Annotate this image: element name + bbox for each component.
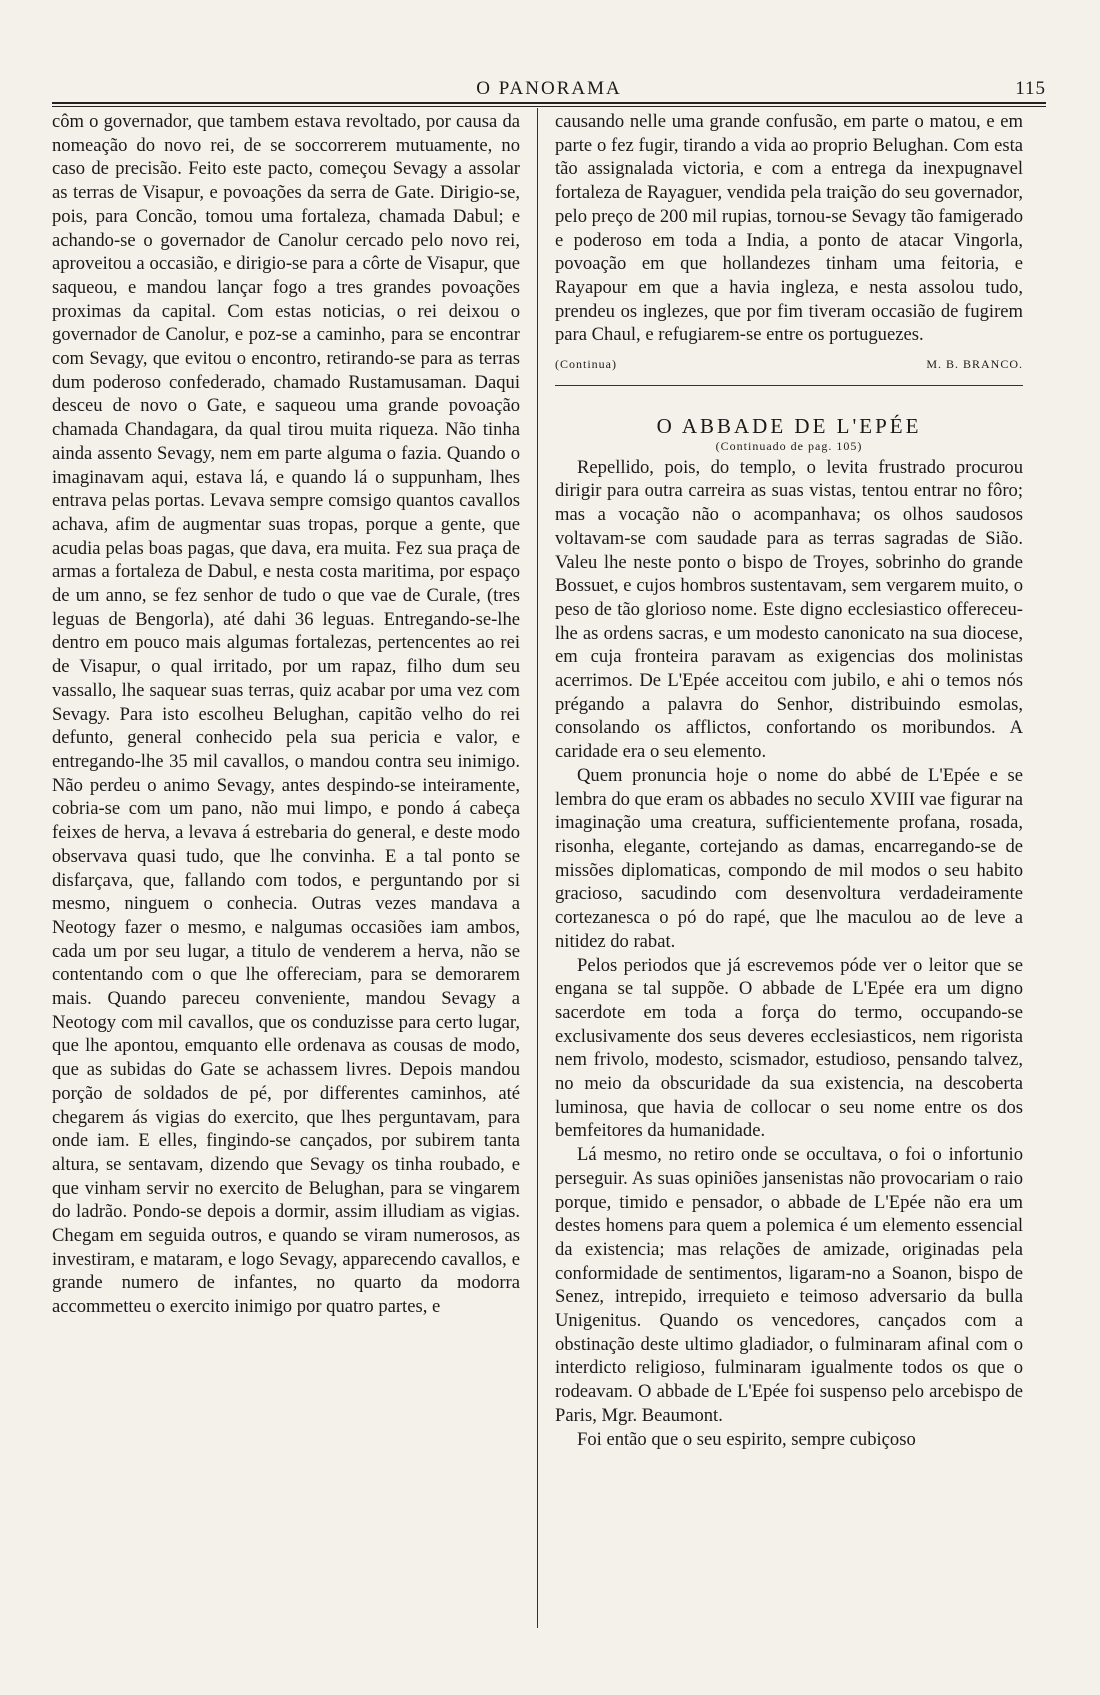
continua-note: (Continua) bbox=[555, 357, 617, 372]
page-number: 115 bbox=[1015, 78, 1046, 99]
article-subtitle: (Continuado de pag. 105) bbox=[715, 438, 863, 453]
article-paragraph: Repellido, pois, do templo, o levita frustrado procurou dirigir para outra carreira as suas vistas, tentou entrar no fôro; mas a vocação não o acompanhava; os olhos saudosos voltavam-se com saudade para as terras sagradas de Sião. Valeu lhe neste ponto o bispo de Troyes, sobrinho do grande Bossuet, e cujos hombros sustentavam, sem vergarem muito, o peso de tão glorioso nome. Este digno ecclesiastico offereceu-lhe as ordens sacras, e um modesto canonicato na sua diocese, em cuja fronteira paravam as exigencias dos molinistas acerrimos. De L'Epée acceitou com jubilo, e ahi o temos nós prégando a palavra do Senhor, distribuindo esmolas, consolando os afflictos, confortando os moribundos. A caridade era o seu elemento. bbox=[555, 456, 1023, 763]
article-paragraph: Lá mesmo, no retiro onde se occultava, o foi o infortunio perseguir. As suas opiniões jansenistas não provocariam o raio porque, timido e pensador, o abbade de L'Epée não era um destes homens para quem a polemica é um elemento essencial da existencia; mas relações de amizade, originadas pela conformidade de sentimentos, ligaram-no a Soanon, bispo de Senez, intrepido, irrequieto e teimoso adversario da bulla Unigenitus. Quando os vencedores, cançados com a obstinação deste ultimo gladiador, o fulminaram afinal com o interdicto religioso, fulminaram igualmente todos os que o rodeavam. O abbade de L'Epée foi suspenso pelo arcebispo de Paris, Mgr. Beaumont. bbox=[555, 1144, 1023, 1426]
header-rule bbox=[52, 102, 1046, 104]
article-paragraph: Quem pronuncia hoje o nome do abbé de L'Epée e se lembra do que eram os abbades no seculo XVIII vae figurar na imaginação uma creatura, sufficientemente profana, rosada, risonha, elegante, cortejando as damas, encarregando-se de missões diplomaticas, compondo de mil modos o seu habito gracioso, sacudindo com desenvoltura verdadeiramente cortezanesca o pó do rapé, que lhe maculou ao de leve a nitidez do rabat. bbox=[555, 764, 1023, 952]
left-column bbox=[52, 110, 520, 1319]
header-rule-thin bbox=[52, 106, 1046, 107]
continued-article-text: causando nelle uma grande confusão, em parte o matou, e em parte o fez fugir, tirando a vida ao proprio Belughan. Com esta tão assignalada victoria, e com a entrega da inexpugnavel fortaleza de Rayaguer, vendida pela traição do seu governador, pelo preço de 200 mil rupias, tornou-se Sevagy tão famigerado e poderoso em toda a India, a ponto de atacar Vingorla, povoação em que hollandezes tinham uma feitoria, e Rayapour em que a havia ingleza, e nesta assolou tudo, prendeu os inglezes, que por fim tiveram occasião de fugirem para Chaul, e refugiarem-se entre os portuguezes. bbox=[555, 111, 1023, 346]
article-separator bbox=[555, 385, 1023, 386]
article-paragraph: Pelos periodos que já escrevemos póde ver o leitor que se engana se tal suppõe. O abbade de L'Epée era um digno sacerdote em toda a força do termo, occupando-se exclusivamente dos seus deveres ecclesiasticos, nem rigorista nem frivolo, modesto, scismador, estudioso, pensando talvez, no meio da obscuridade da sua existencia, na descoberta luminosa, que havia de collocar o seu nome entre os dos bemfeitores da humanidade. bbox=[555, 954, 1023, 1142]
masthead: O PANORAMA bbox=[476, 78, 622, 99]
author-signature: M. B. BRANCO. bbox=[926, 357, 1023, 372]
article-signature bbox=[555, 353, 1023, 377]
left-paragraph: côm o governador, que tambem estava revoltado, por causa da nomeação do novo rei, de se soccorrerem mutuamente, no caso de precisão. Feito este pacto, começou Sevagy a assolar as terras de Visapur, e povoações da serra de Gate. Dirigio-se, pois, para Concão, tomou uma fortaleza, chamada Dabul; e achando-se o governador de Canolur cercado pelo novo rei, aproveitou a occasião, e dirigio-se para a côrte de Visapur, que saqueou, e mandou lançar fogo a tres grandes povoações proximas da capital. Com estas noticias, o rei deixou o governador de Canolur, e poz-se a caminho, para se encontrar com Sevagy, que evitou o encontro, retirando-se para as terras dum poderoso confederado, chamado Rustamusaman. Daqui desceu de novo o Gate, e saqueou uma grande povoação chamada Chandagara, da qual tirou muita riqueza. Não tinha ainda assento Sevagy, nem em parte alguma o fazia. Quando o imaginavam aqui, estava lá, e quando lá o suppunham, lhes entrava pelas portas. Levava sempre comsigo quantos cavallos achava, afim de augmentar suas tropas, porque a gente, que acudia pelas boas pagas, que dava, era muita. Fez sua praça de armas a fortaleza de Dabul, e nesta costa maritima, por espaço de um anno, se fez senhor de tudo o que vae de Curale, (tres leguas de Bengorla), até dahi 36 leguas. Entregando-se-lhe dentro em pouco mais algumas fortalezas, pertencentes ao rei de Visapur, o qual irritado, por um rapaz, filho dum seu vassallo, lhe saquear suas terras, quiz acabar por uma vez com Sevagy. Para isto escolheu Belughan, capitão velho do rei defunto, general conhecido pela sua pericia e valor, e entregando-lhe 35 mil cavallos, o mandou contra seu inimigo. Não perdeu o animo Sevagy, antes despindo-se inteiramente, cobria-se com um pano, não mui limpo, e pondo á cabeça feixes de herva, a levava á estrebaria do general, e deste modo observava quasi tudo, que lhe convinha. E a tal ponto se disfarçava, que, fallando com todos, e perguntando por si mesmo, ninguem o conhecia. Outras vezes mandava a Neotogy fazer o mesmo, e nalgumas occasiões iam ambos, cada um por seu lugar, a titulo de venderem a herva, não se contentando com o que lhe offereciam, para se demorarem mais. Quando pareceu conveniente, mandou Sevagy a Neotogy com mil cavallos, que os conduzisse para certo lugar, que lhe apontou, emquanto elle ordenava as cousas de modo, que as subidas do Gate se achassem livres. Depois mandou porção de soldados de pé, por differentes caminhos, até chegarem ás vigias do exercito, que lhes perguntavam, para onde iam. E elles, fingindo-se cançados, por subirem tanta altura, se sentavam, dizendo que Sevagy os tinha roubado, e que vinham servir no exercito de Belughan, para se vingarem do ladrão. Pondo-se depois a dormir, assim illudiam as vigias. Chegam em seguida outros, e quando se viram numerosos, as investiram, e mataram, e logo Sevagy, apparecendo cavallos, e grande numero de infantes, no quarto da modorra accommetteu o exercito inimigo por quatro partes, e bbox=[52, 111, 520, 1318]
article-title: O ABBADE DE L'EPÉE bbox=[656, 413, 922, 438]
page-header bbox=[52, 78, 1046, 100]
article-paragraph: Foi então que o seu espirito, sempre cubiçoso bbox=[577, 1428, 916, 1450]
right-column bbox=[555, 110, 1023, 1451]
column-divider bbox=[537, 108, 538, 1628]
